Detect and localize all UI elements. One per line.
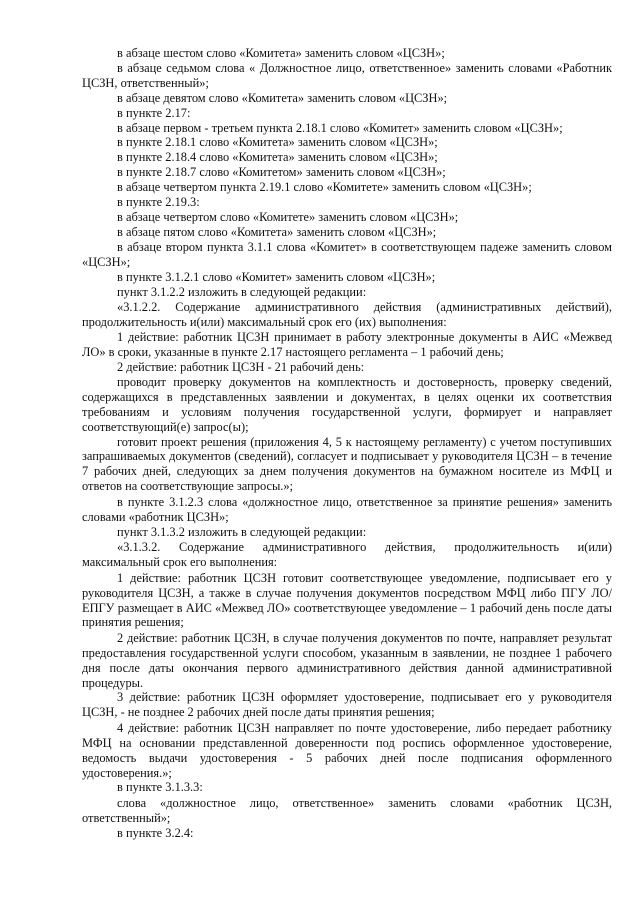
paragraph: в пункте 2.18.7 слово «Комитетом» заменить словом «ЦСЗН»; (117, 165, 446, 180)
paragraph: в абзаце пятом слово «Комитета» заменить словом «ЦСЗН»; (117, 224, 437, 239)
paragraph: «3.1.2.2. Содержание административного действия (административных действий), продолжительность и(или) максимальный срок его (их) выполнения: (82, 299, 612, 329)
paragraph: в пункте 2.18.4 слово «Комитета» заменить словом «ЦСЗН»; (117, 150, 438, 165)
paragraph: в пункте 2.18.1 слово «Комитета» заменить словом «ЦСЗН»; (117, 135, 438, 150)
paragraph: 1 действие: работник ЦСЗН принимает в работу электронные документы в АИС «Межвед ЛО» в сроки, указанные в пункте 2.17 настоящего регламента – 1 рабочий день; (82, 330, 612, 360)
paragraph: в пункте 3.2.4: (117, 825, 194, 840)
paragraph: 2 действие: работник ЦСЗН, в случае получения документов по почте, направляет результат предоставления государственной услуги способом, указанным в заявлении, не позднее 1 рабочего дня после даты окончания первого административного действия данной административной процедуры. (82, 630, 612, 690)
paragraph: пункт 3.1.2.2 изложить в следующей редакции: (117, 285, 367, 299)
paragraph: в абзаце втором пункта 3.1.1 слова «Комитет» в соответствующем падеже заменить словом «ЦСЗН»; (82, 240, 612, 270)
paragraph: в пункте 3.1.2.1 слово «Комитет» заменить словом «ЦСЗН»; (117, 270, 436, 285)
paragraph: в абзаце четвертом пункта 2.19.1 слово «Комитете» заменить словом «ЦСЗН»; (117, 180, 532, 195)
paragraph: в абзаце первом - третьем пункта 2.18.1 слово «Комитет» заменить словом «ЦСЗН»; (117, 120, 563, 135)
paragraph: «3.1.3.2. Содержание административного действия, продолжительность и(или) максимальный срок его выполнения: (82, 540, 612, 570)
paragraph: готовит проект решения (приложения 4, 5 к настоящему регламенту) с учетом поступивших запрашиваемых документов (сведений), согласует и подписывает у руководителя ЦСЗН – в течение 7 рабочих дней, следующих за днем получения документов на бумажном носителе из МФЦ и ответов на соответствующие запросы.»; (82, 434, 612, 494)
paragraph: в пункте 2.17: (117, 105, 191, 120)
paragraph: в абзаце четвертом слово «Комитете» заменить словом «ЦСЗН»; (117, 209, 459, 224)
paragraph: в пункте 3.1.3.3: (117, 780, 203, 795)
paragraph: проводит проверку документов на комплектность и достоверность, проверку сведений, содержащихся в представленных заявлении и документах, в целях оценки их соответствия требованиям и условиям получения государственной услуги, формирует и направляет соответствующий(е) запрос(ы); (82, 374, 612, 434)
paragraph: в абзаце девятом слово «Комитета» заменить словом «ЦСЗН»; (117, 90, 448, 105)
paragraph: 4 действие: работник ЦСЗН направляет по почте удостоверение, либо передает работнику МФЦ на основании представленной доверенности под роспись оформленное удостоверение, ведомость выдачи удостоверения - 5 рабочих дней после подписания оформленного удостоверения.»; (82, 720, 612, 780)
paragraph: в пункте 2.19.3: (117, 195, 200, 210)
paragraph: пункт 3.1.3.2 изложить в следующей редакции: (117, 525, 367, 539)
paragraph: слова «должностное лицо, ответственное» заменить словами «работник ЦСЗН, ответственный»; (82, 795, 612, 825)
paragraph: 2 действие: работник ЦСЗН - 21 рабочий день: (117, 360, 365, 375)
paragraph: 1 действие: работник ЦСЗН готовит соответствующее уведомление, подписывает его у руководителя ЦСЗН, а также в случае получения документов посредством МФЦ либо ПГУ ЛО/ЕПГУ размещает в АИС «Межвед ЛО» соответствующее уведомление – 1 рабочий день после даты принятия решения; (82, 570, 612, 630)
paragraph: в пункте 3.1.2.3 слова «должностное лицо, ответственное за принятие решения» заменить словами «работник ЦСЗН»; (82, 494, 612, 524)
paragraph: в абзаце шестом слово «Комитета» заменить словом «ЦСЗН»; (117, 46, 445, 60)
paragraph: 3 действие: работник ЦСЗН оформляет удостоверение, подписывает его у руководителя ЦСЗН, - не позднее 2 рабочих дней после даты принятия решения; (82, 690, 612, 720)
paragraph: в абзаце седьмом слова « Должностное лицо, ответственное» заменить словами «Работник ЦСЗН, ответственный»; (82, 60, 612, 90)
